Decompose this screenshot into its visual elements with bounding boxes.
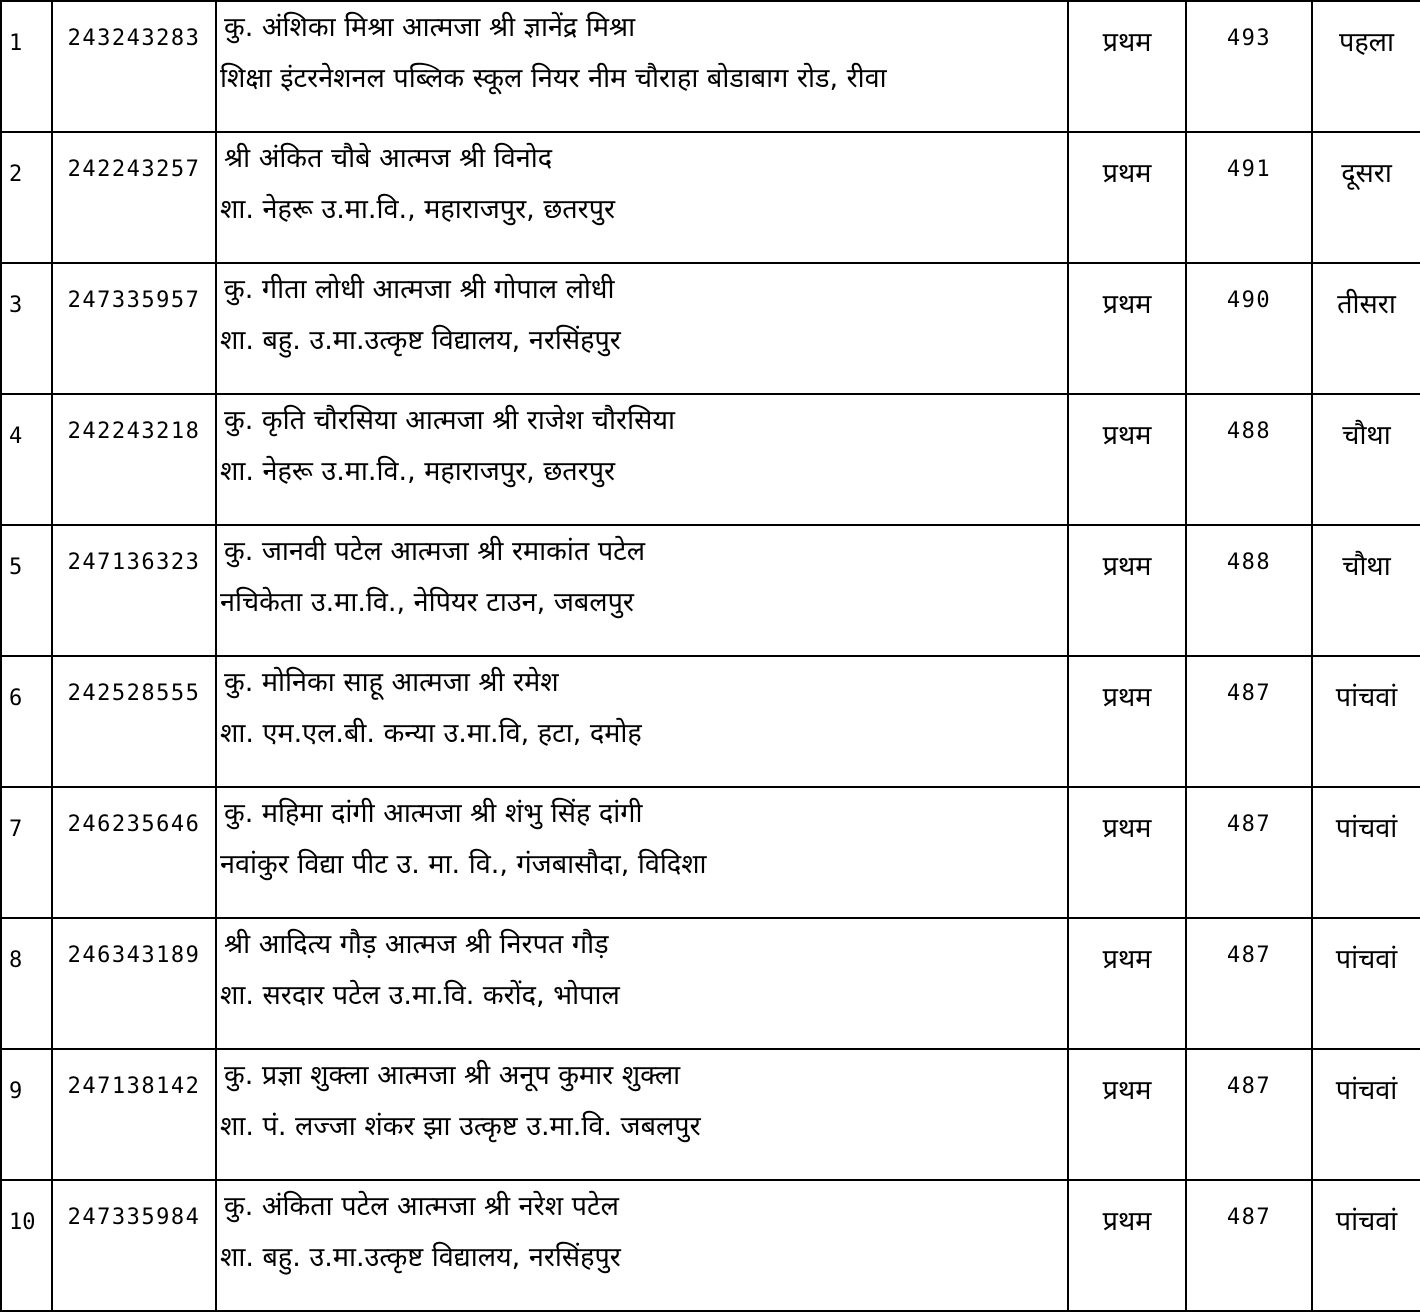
table-row bbox=[1, 656, 1420, 787]
roll-number: 247335957 bbox=[52, 263, 216, 394]
serial-number: 4 bbox=[1, 394, 52, 525]
marks: 488 bbox=[1186, 394, 1312, 525]
student-cell bbox=[216, 787, 1068, 918]
student-name: कु. अंकिता पटेल आत्मजा श्री नरेश पटेल bbox=[224, 1191, 619, 1222]
division: प्रथम bbox=[1068, 263, 1186, 394]
school-name: शा. नेहरू उ.मा.वि., महाराजपुर, छतरपुर bbox=[220, 194, 616, 225]
division: प्रथम bbox=[1068, 525, 1186, 656]
serial-number: 8 bbox=[1, 918, 52, 1049]
table-row bbox=[1, 263, 1420, 394]
school-name: शा. पं. लज्जा शंकर झा उत्कृष्ट उ.मा.वि. जबलपुर bbox=[220, 1111, 701, 1142]
roll-number: 247335984 bbox=[52, 1180, 216, 1311]
marks: 493 bbox=[1186, 1, 1312, 132]
student-cell bbox=[216, 1180, 1068, 1311]
division: प्रथम bbox=[1068, 394, 1186, 525]
student-name: कु. प्रज्ञा शुक्ला आत्मजा श्री अनूप कुमार शुक्ला bbox=[224, 1060, 681, 1091]
marks: 488 bbox=[1186, 525, 1312, 656]
school-name: शा. नेहरू उ.मा.वि., महाराजपुर, छतरपुर bbox=[220, 456, 616, 487]
student-cell bbox=[216, 1, 1068, 132]
rank: पांचवां bbox=[1312, 787, 1420, 918]
student-name: श्री अंकित चौबे आत्मज श्री विनोद bbox=[224, 143, 553, 174]
student-cell bbox=[216, 1049, 1068, 1180]
serial-number: 9 bbox=[1, 1049, 52, 1180]
school-name: शा. बहु. उ.मा.उत्कृष्ट विद्यालय, नरसिंहपुर bbox=[220, 325, 621, 356]
school-name: शा. बहु. उ.मा.उत्कृष्ट विद्यालय, नरसिंहपुर bbox=[220, 1242, 621, 1273]
rank: चौथा bbox=[1312, 394, 1420, 525]
table-row bbox=[1, 1, 1420, 132]
roll-number: 242528555 bbox=[52, 656, 216, 787]
student-cell bbox=[216, 656, 1068, 787]
student-cell bbox=[216, 525, 1068, 656]
table-row bbox=[1, 132, 1420, 263]
marks: 487 bbox=[1186, 1180, 1312, 1311]
student-cell bbox=[216, 263, 1068, 394]
student-cell bbox=[216, 918, 1068, 1049]
division: प्रथम bbox=[1068, 918, 1186, 1049]
serial-number: 5 bbox=[1, 525, 52, 656]
table-row bbox=[1, 525, 1420, 656]
roll-number: 246343189 bbox=[52, 918, 216, 1049]
roll-number: 243243283 bbox=[52, 1, 216, 132]
student-name: कु. अंशिका मिश्रा आत्मजा श्री ज्ञानेंद्र मिश्रा bbox=[224, 12, 636, 43]
marks: 491 bbox=[1186, 132, 1312, 263]
rank: चौथा bbox=[1312, 525, 1420, 656]
school-name: शा. एम.एल.बी. कन्या उ.मा.वि, हटा, दमोह bbox=[220, 718, 642, 749]
marks: 487 bbox=[1186, 918, 1312, 1049]
school-name: शिक्षा इंटरनेशनल पब्लिक स्कूल नियर नीम चौराहा बोडाबाग रोड, रीवा bbox=[220, 63, 887, 94]
student-name: कु. महिमा दांगी आत्मजा श्री शंभु सिंह दांगी bbox=[224, 798, 643, 829]
marks: 487 bbox=[1186, 656, 1312, 787]
student-name: कु. कृति चौरसिया आत्मजा श्री राजेश चौरसिया bbox=[224, 405, 675, 436]
serial-number: 1 bbox=[1, 1, 52, 132]
serial-number: 7 bbox=[1, 787, 52, 918]
table-row bbox=[1, 1180, 1420, 1311]
student-cell bbox=[216, 132, 1068, 263]
merit-list-body bbox=[1, 1, 1420, 1311]
table-row bbox=[1, 394, 1420, 525]
division: प्रथम bbox=[1068, 1, 1186, 132]
serial-number: 3 bbox=[1, 263, 52, 394]
serial-number: 6 bbox=[1, 656, 52, 787]
roll-number: 247136323 bbox=[52, 525, 216, 656]
marks: 487 bbox=[1186, 1049, 1312, 1180]
table-row bbox=[1, 918, 1420, 1049]
student-name: कु. जानवी पटेल आत्मजा श्री रमाकांत पटेल bbox=[224, 536, 646, 567]
rank: पांचवां bbox=[1312, 918, 1420, 1049]
school-name: शा. सरदार पटेल उ.मा.वि. करोंद, भोपाल bbox=[220, 980, 620, 1011]
student-name: कु. मोनिका साहू आत्मजा श्री रमेश bbox=[224, 667, 559, 698]
school-name: नचिकेता उ.मा.वि., नेपियर टाउन, जबलपुर bbox=[220, 587, 634, 618]
rank: तीसरा bbox=[1312, 263, 1420, 394]
roll-number: 247138142 bbox=[52, 1049, 216, 1180]
division: प्रथम bbox=[1068, 1180, 1186, 1311]
rank: दूसरा bbox=[1312, 132, 1420, 263]
roll-number: 246235646 bbox=[52, 787, 216, 918]
marks: 490 bbox=[1186, 263, 1312, 394]
rank: पहला bbox=[1312, 1, 1420, 132]
marks: 487 bbox=[1186, 787, 1312, 918]
school-name: नवांकुर विद्या पीट उ. मा. वि., गंजबासौदा, विदिशा bbox=[220, 849, 707, 880]
student-cell bbox=[216, 394, 1068, 525]
student-name: कु. गीता लोधी आत्मजा श्री गोपाल लोधी bbox=[224, 274, 615, 305]
table-row bbox=[1, 787, 1420, 918]
division: प्रथम bbox=[1068, 132, 1186, 263]
division: प्रथम bbox=[1068, 656, 1186, 787]
roll-number: 242243257 bbox=[52, 132, 216, 263]
serial-number: 2 bbox=[1, 132, 52, 263]
rank: पांचवां bbox=[1312, 656, 1420, 787]
serial-number: 10 bbox=[1, 1180, 52, 1311]
student-name: श्री आदित्य गौड़ आत्मज श्री निरपत गौड़ bbox=[224, 929, 609, 960]
rank: पांचवां bbox=[1312, 1049, 1420, 1180]
table-row bbox=[1, 1049, 1420, 1180]
division: प्रथम bbox=[1068, 1049, 1186, 1180]
division: प्रथम bbox=[1068, 787, 1186, 918]
roll-number: 242243218 bbox=[52, 394, 216, 525]
rank: पांचवां bbox=[1312, 1180, 1420, 1311]
